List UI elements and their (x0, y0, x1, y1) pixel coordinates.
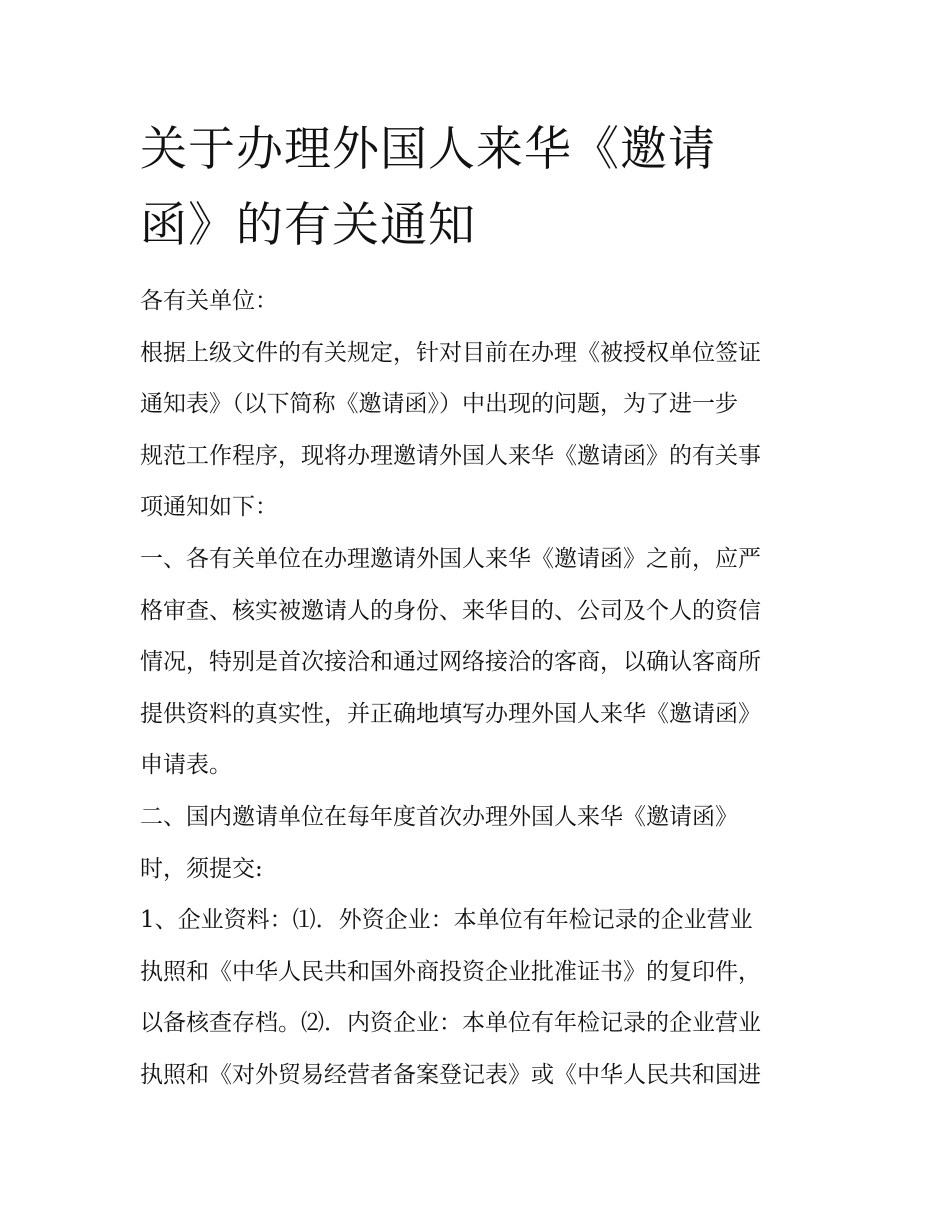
salutation: 各有关单位： (140, 288, 278, 314)
body-line: 规范工作程序，现将办理邀请外国人来华《邀请函》的有关事 (140, 442, 761, 469)
body-line: 时，须提交: (140, 855, 263, 882)
body-line: 项通知如下： (140, 494, 278, 521)
body-line: 通知表》（以下简称《邀请函》）中出现的问题，为了进一步 (140, 391, 738, 418)
document-body (140, 276, 820, 1102)
body-line: 1、企业资料：⑴．外资企业：本单位有年检记录的企业营业 (140, 907, 753, 934)
body-line: 二、国内邀请单位在每年度首次办理外国人来华《邀请函》 (140, 803, 738, 830)
body-line: 提供资料的真实性，并正确地填写办理外国人来华《邀请函》 (140, 700, 761, 727)
title-line: 关于办理外国人来华《邀请 (140, 122, 716, 177)
body-line: 执照和《中华人民共和国外商投资企业批准证书》的复印件， (140, 958, 761, 985)
body-line: 根据上级文件的有关规定，针对目前在办理《被授权单位签证 (140, 339, 761, 366)
body-line: 以备核查存档。⑵．内资企业：本单位有年检记录的企业营业 (140, 1010, 761, 1037)
title-line: 函》的有关通知 (140, 198, 476, 253)
body-line: 执照和《对外贸易经营者备案登记表》或《中华人民共和国进 (140, 1061, 761, 1088)
body-line: 格审查、核实被邀请人的身份、来华目的、公司及个人的资信 (140, 597, 761, 624)
document-title (140, 112, 820, 264)
body-line: 情况，特别是首次接洽和通过网络接洽的客商，以确认客商所 (140, 649, 761, 676)
body-line: 申请表。 (140, 752, 232, 779)
body-line: 一、各有关单位在办理邀请外国人来华《邀请函》之前，应严 (140, 545, 761, 572)
